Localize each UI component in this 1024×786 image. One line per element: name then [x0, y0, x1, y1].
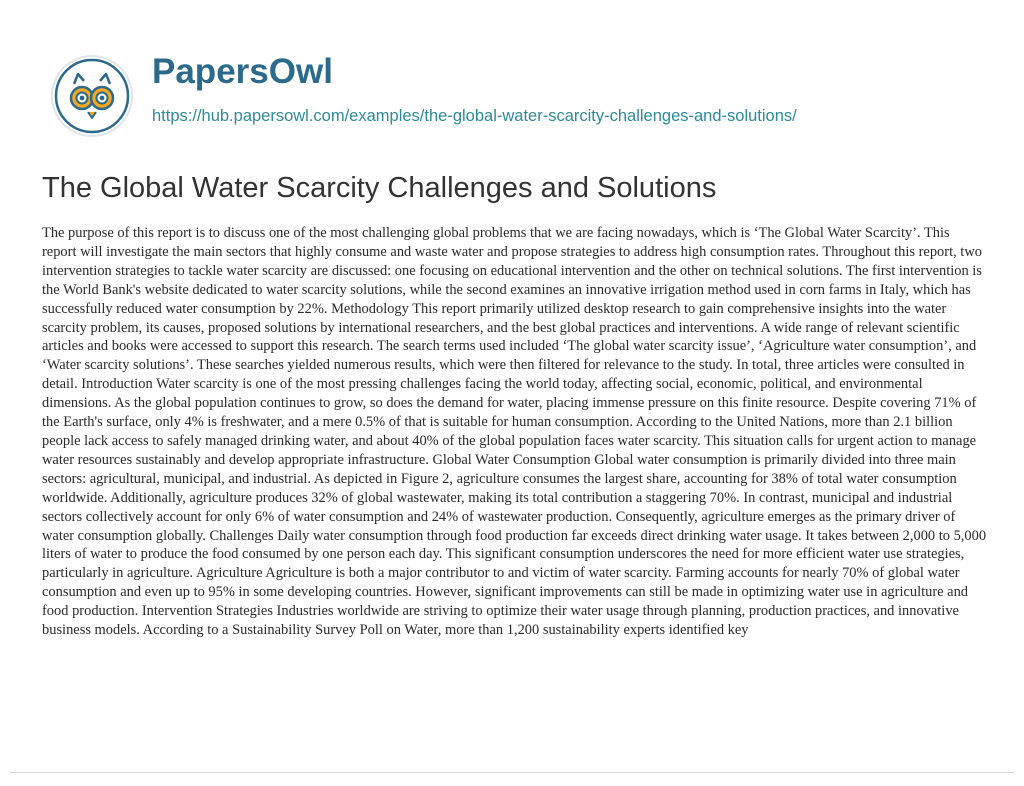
article-title: The Global Water Scarcity Challenges and Solutions [42, 172, 717, 204]
site-header [42, 42, 1002, 142]
brand-name[interactable]: PapersOwl [152, 52, 333, 91]
bottom-divider [10, 772, 1014, 773]
article-body: The purpose of this report is to discuss one of the most challenging global problems that we are facing nowadays, which is ‘The Global Water Scarcity’. This report will investigate the main sectors that highly consume and waste water and propose strategies to address high consumption rates. Throughout this report, two intervention strategies to tackle water scarcity are discussed: one focusing on educational intervention and the other on technical solutions. The first intervention is the World Bank's website dedicated to water scarcity solutions, while the second examines an innovative irrigation method used in corn farms in Italy, which has successfully reduced water consumption by 22%. Methodology This report primarily utilized desktop research to gain comprehensive insights into the water scarcity problem, its causes, proposed solutions by international researchers, and the best global practices and interventions. A wide range of relevant scientific articles and books were accessed to support this research. The search terms used included ‘The global water scarcity issue’, ‘Agriculture water consumption’, and ‘Water scarcity solutions’. These searches yielded numerous results, which were then filtered for relevance to the study. In total, three articles were consulted in detail. Introduction Water scarcity is one of the most pressing challenges facing the world today, affecting social, economic, political, and environmental dimensions. As the global population continues to grow, so does the demand for water, placing immense pressure on this finite resource. Despite covering 71% of the Earth's surface, only 4% is freshwater, and a mere 0.5% of that is suitable for human consumption. According to the United Nations, more than 2.1 billion people lack access to safely managed drinking water, and about 40% of the global population faces water scarcity. This situation calls for urgent action to manage water resources sustainably and develop appropriate infrastructure. Global Water Consumption Global water consumption is primarily divided into three main sectors: agricultural, municipal, and industrial. As depicted in Figure 2, agriculture consumes the largest share, accounting for 38% of total water consumption worldwide. Additionally, agriculture produces 32% of global wastewater, making its total contribution a staggering 70%. In contrast, municipal and industrial sectors collectively account for only 6% of water consumption and 24% of wastewater production. Consequently, agriculture emerges as the primary driver of water consumption globally. Challenges Daily water consumption through food production far exceeds direct drinking water usage. It takes between 2,000 to 5,000 liters of water to produce the food consumed by one person each day. This significant consumption underscores the need for more efficient water use strategies, particularly in agriculture. Agriculture Agriculture is both a major contributor to and victim of water scarcity. Farming accounts for nearly 70% of global water consumption and even up to 95% in some developing countries. However, significant improvements can still be made in optimizing water use in agriculture and food production. Intervention Strategies Industries worldwide are striving to optimize their water usage through planning, production practices, and innovative business models. According to a Sustainability Survey Poll on Water, more than 1,200 sustainability experts identified key [42, 225, 987, 639]
owl-logo-icon [50, 54, 134, 138]
source-url-link[interactable]: https://hub.papersowl.com/examples/the-global-water-scarcity-challenges-and-solutions/ [152, 107, 797, 125]
